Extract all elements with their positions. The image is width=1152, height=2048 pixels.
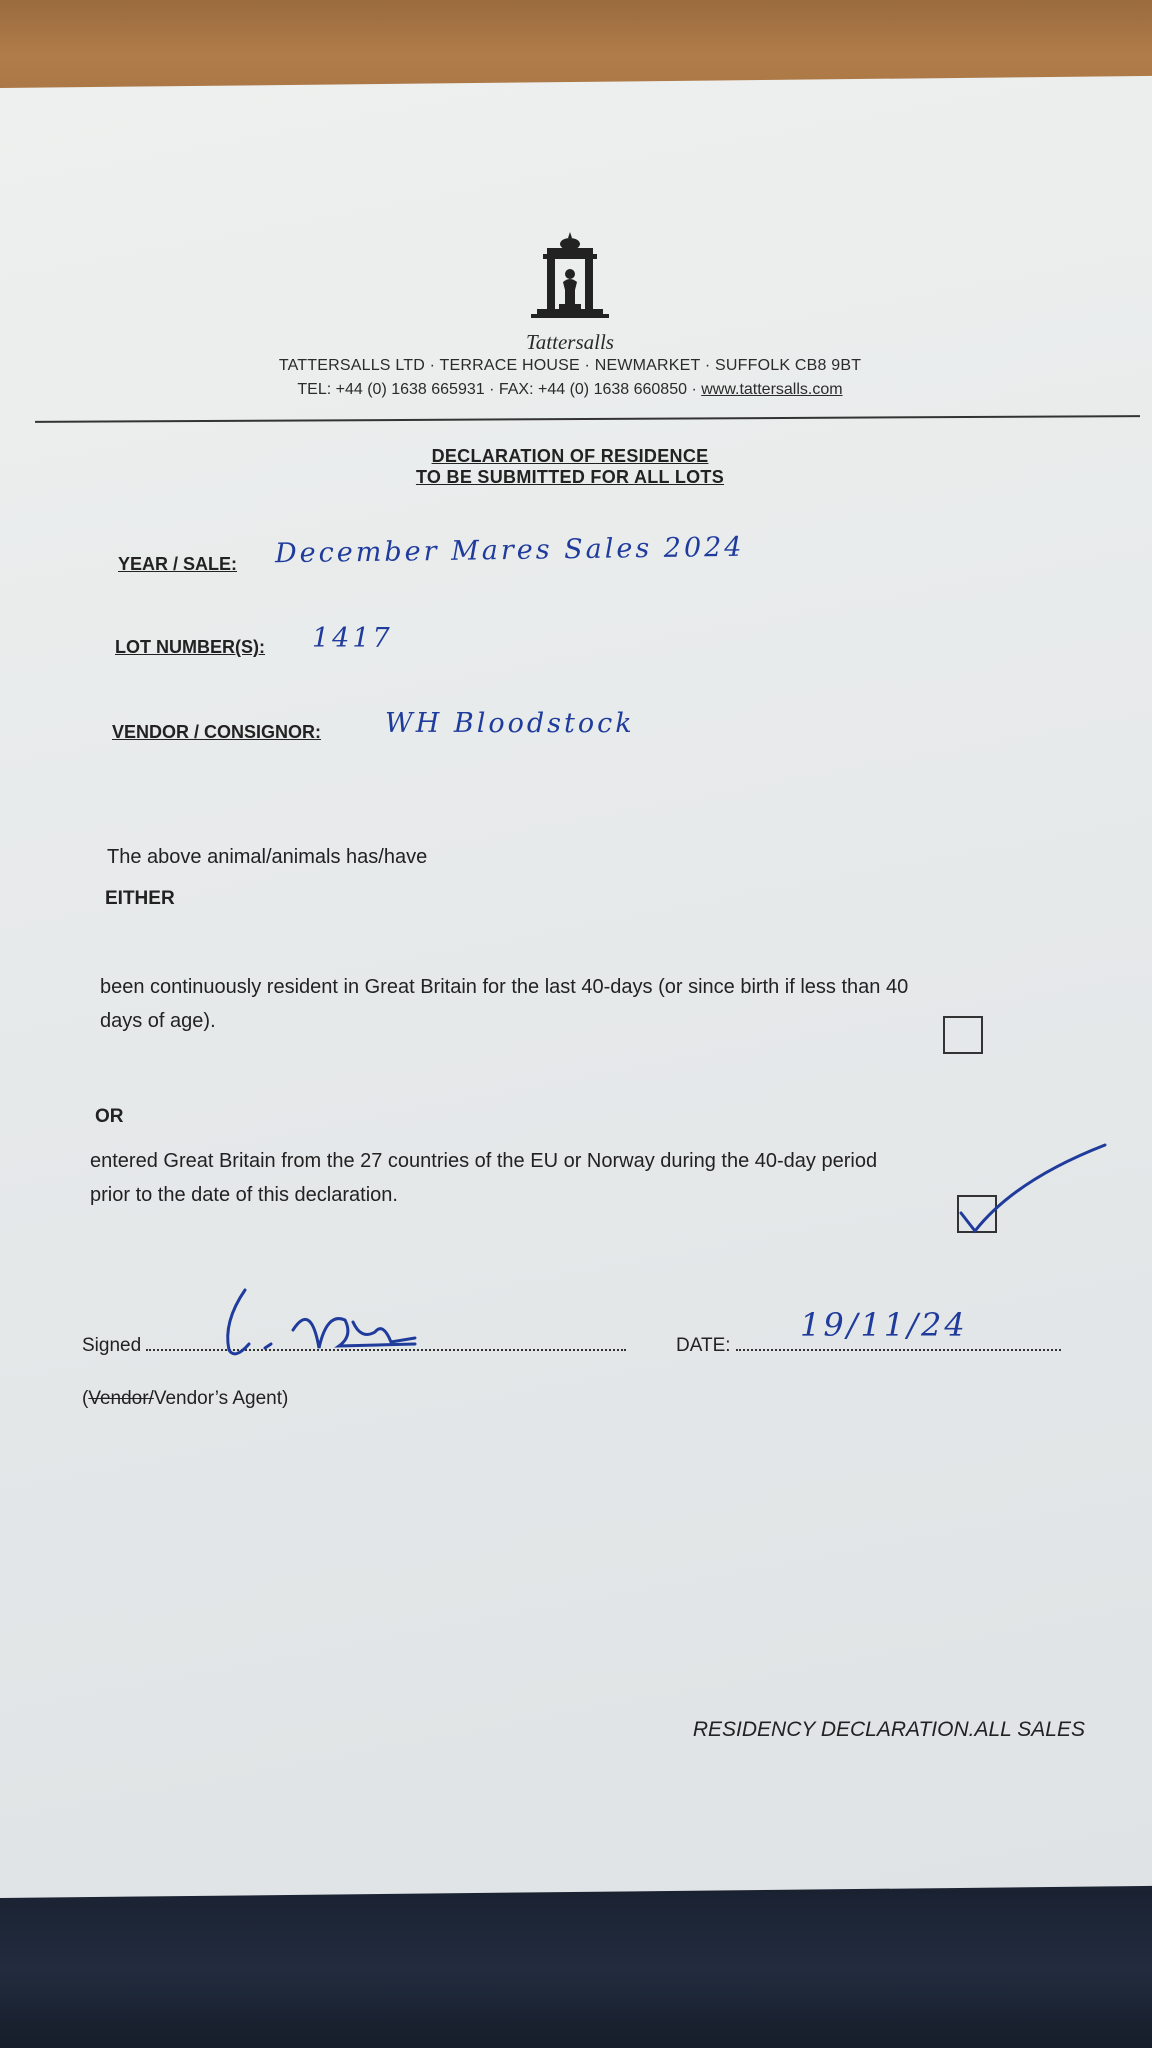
- tattersalls-logo-icon: [525, 230, 615, 330]
- option2-line2: prior to the date of this declaration.: [90, 1184, 398, 1206]
- signer-vendor-struck: Vendor/: [88, 1388, 154, 1409]
- option2-line1: entered Great Britain from the 27 countries of the EU or Norway during the 40-day period: [90, 1150, 878, 1172]
- option1-checkbox[interactable]: [943, 1016, 983, 1054]
- date-value[interactable]: 19/11/24: [800, 1306, 968, 1344]
- date-label: DATE:: [676, 1335, 731, 1356]
- company-address: TATTERSALLS LTD · TERRACE HOUSE · NEWMARKET · SUFFOLK CB8 9BT: [278, 357, 862, 374]
- year-sale-value[interactable]: December Mares Sales 2024: [274, 531, 745, 570]
- vendor-label: VENDOR / CONSIGNOR:: [112, 722, 322, 742]
- lot-number-value[interactable]: 1417: [312, 623, 393, 654]
- either-heading: EITHER: [105, 888, 175, 909]
- year-sale-label: YEAR / SALE:: [118, 554, 238, 574]
- lot-number-label: LOT NUMBER(S):: [115, 637, 265, 657]
- intro-text: The above animal/animals has/have: [107, 846, 428, 868]
- form-title-line2: TO BE SUBMITTED FOR ALL LOTS: [415, 467, 725, 487]
- vendor-value[interactable]: WH Bloodstock: [385, 708, 635, 739]
- company-contact: [200, 381, 940, 399]
- form-title-line1: DECLARATION OF RESIDENCE: [431, 446, 709, 466]
- fabric-background: [0, 1890, 1152, 2048]
- signed-label: Signed: [82, 1335, 142, 1356]
- signer-open-paren: (: [82, 1388, 89, 1409]
- or-heading: OR: [95, 1106, 124, 1127]
- signer-role-label: Vendor’s Agent): [153, 1388, 289, 1409]
- date-line[interactable]: [736, 1349, 1061, 1351]
- brand-name: Tattersalls: [526, 330, 614, 354]
- form-reference: RESIDENCY DECLARATION.ALL SALES: [692, 1718, 1085, 1741]
- checkmark-icon: [955, 1135, 1115, 1235]
- option2-text: [90, 1144, 1090, 1212]
- contact-phone-fax: TEL: +44 (0) 1638 665931 · FAX: +44 (0) 1638 660850 ·: [297, 381, 702, 398]
- option1-line2: days of age).: [100, 1010, 216, 1032]
- signer-role: [82, 1388, 288, 1410]
- signature-scribble: [215, 1282, 435, 1362]
- website-link[interactable]: www.tattersalls.com: [701, 381, 843, 398]
- option1-text: [100, 970, 1080, 1038]
- option1-line1: been continuously resident in Great Britain for the last 40-days (or since birth if less than 40: [100, 976, 909, 998]
